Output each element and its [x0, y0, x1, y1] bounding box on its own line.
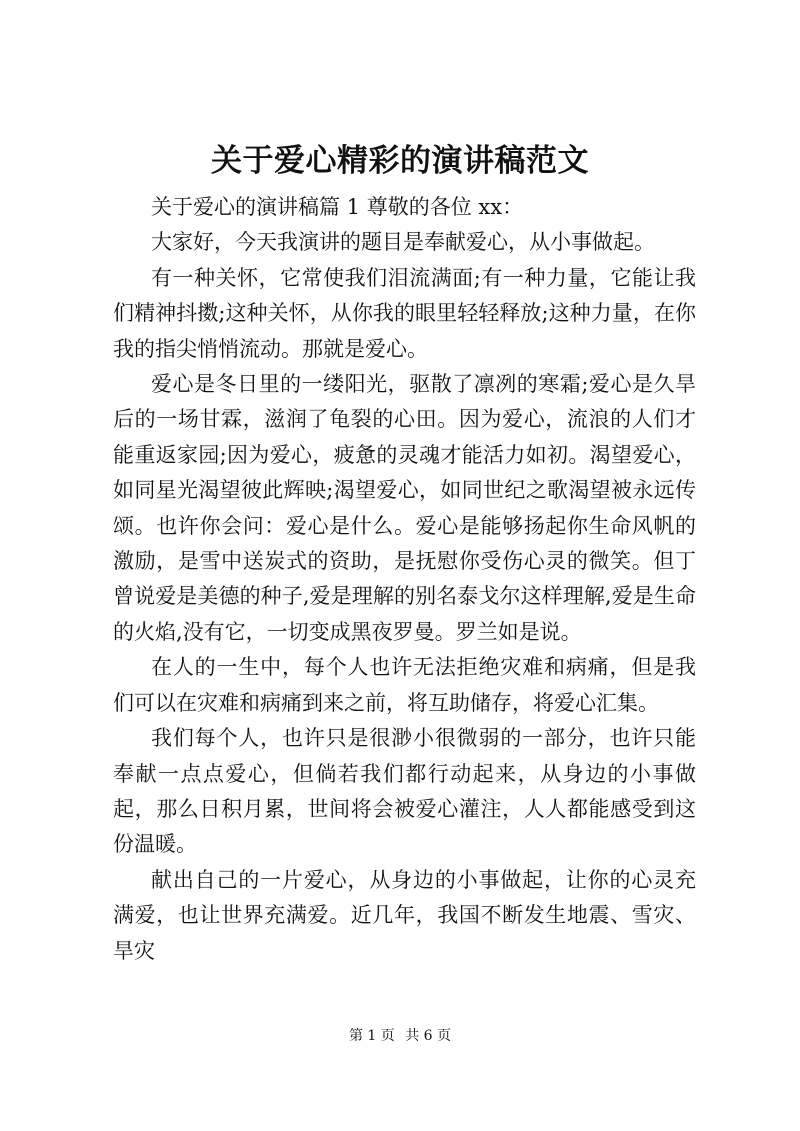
paragraph: 在人的一生中，每个人也许无法拒绝灾难和病痛，但是我们可以在灾难和病痛到来之前，将互助储存，将爱心汇集。 [113, 655, 696, 715]
page-footer [0, 1026, 800, 1046]
paragraph: 大家好，今天我演讲的题目是奉献爱心，从小事做起。 [151, 230, 655, 255]
paragraph: 关于爱心的演讲稿篇 1 尊敬的各位 xx： [151, 195, 524, 219]
paragraph: 有一种关怀，它常使我们泪流满面;有一种力量，它能让我们精神抖擞;这种关怀，从你我的眼里轻轻释放;这种力量，在你我的指尖悄悄流动。那就是爱心。 [113, 265, 696, 361]
paragraph: 爱心是冬日里的一缕阳光，驱散了凛冽的寒霜;爱心是久旱后的一场甘霖，滋润了龟裂的心田。因为爱心，流浪的人们才能重返家园;因为爱心，疲惫的灵魂才能活力如初。渴望爱心，如同星光渴望彼此辉映;渴望爱心，如同世纪之歌渴望被永远传颂。也许你会问：爱心是什么。爱心是能够扬起你生命风帆的激励，是雪中送炭式的资助，是抚慰你受伤心灵的微笑。但丁曾说爱是美德的种子,爱是理解的别名泰戈尔这样理解,爱是生命的火焰,没有它，一切变成黑夜罗曼。罗兰如是说。 [113, 372, 696, 644]
document-body [113, 190, 696, 969]
page-number-total: 共 6 页 [405, 1028, 452, 1044]
document-title: 关于爱心精彩的演讲稿范文 [211, 143, 589, 179]
paragraph: 我们每个人，也许只是很渺小很微弱的一部分，也许只能奉献一点点爱心，但倘若我们都行动起来，从身边的小事做起，那么日积月累，世间将会被爱心灌注，人人都能感受到这份温暖。 [113, 726, 696, 857]
paragraph: 献出自己的一片爱心，从身边的小事做起，让你的心灵充满爱，也让世界充满爱。近几年，我国不断发生地震、雪灾、旱灾 [113, 867, 696, 963]
page-number-current: 第 1 页 [348, 1028, 395, 1044]
